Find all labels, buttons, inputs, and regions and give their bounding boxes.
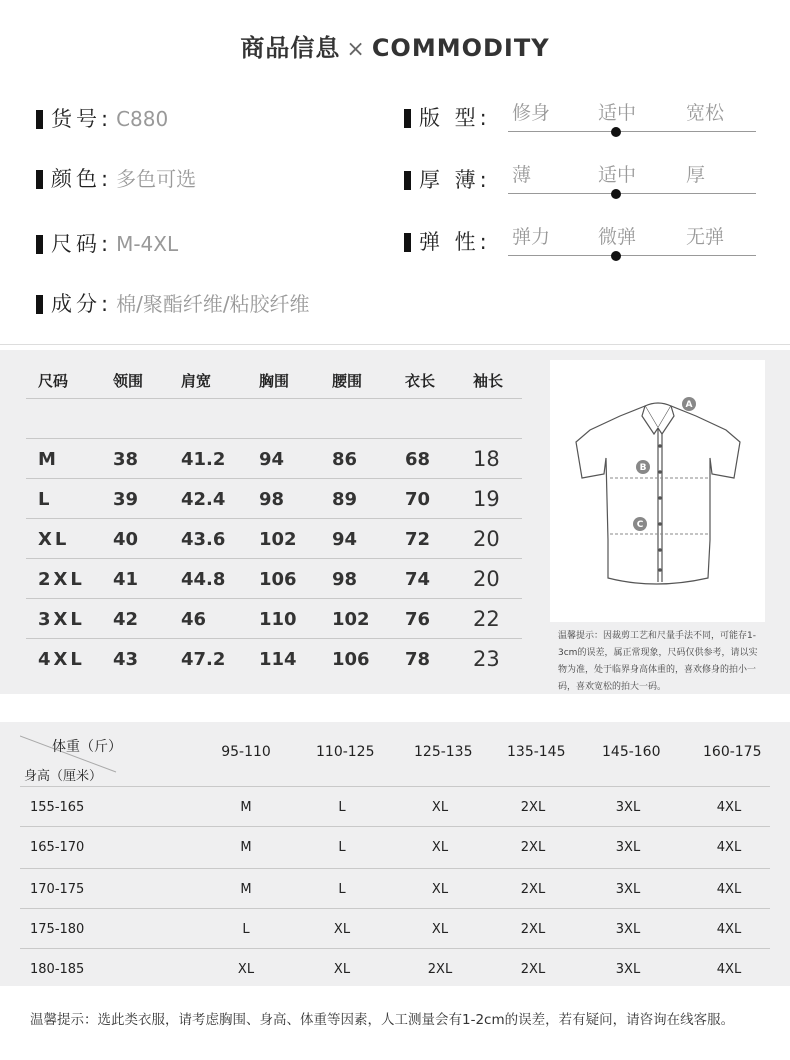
scale-row-2 [404,226,491,256]
weight-col-header: 160-175 [703,744,762,760]
fit-size-cell: M [240,800,252,815]
fit-size-cell: 3XL [615,922,641,937]
fit-size-cell: M [240,882,252,897]
info-sku-label: 货号: [51,107,113,131]
fit-size-cell: 2XL [520,800,546,815]
size-cell: 94 [259,449,285,470]
size-cell: 39 [113,489,139,510]
info-color-label: 颜色: [51,167,113,191]
size-col-header: 胸围 [259,372,290,390]
size-cell: 89 [332,489,358,510]
size-cell: 102 [332,609,370,630]
size-col-header: 袖长 [473,372,504,390]
fit-size-cell: L [338,800,346,815]
size-cell: 86 [332,449,358,470]
row-divider [26,398,522,399]
size-cell: 110 [259,609,297,630]
fit-size-cell: 3XL [615,882,641,897]
bullet-bar [36,235,43,254]
size-cell: 72 [405,529,431,550]
title-en: COMMODITY [371,34,550,62]
weight-col-header: 135-145 [507,744,566,760]
size-cell: 74 [405,569,431,590]
shirt-icon [550,360,765,622]
row-divider [26,638,522,639]
size-cell: XL [38,529,70,550]
scale-line [508,255,756,256]
section-divider [0,344,790,345]
info-size [36,228,178,258]
scale-line [508,131,756,132]
row-divider [20,908,770,909]
size-cell: 68 [405,449,431,470]
size-cell: 3XL [38,609,85,630]
size-cell: 70 [405,489,431,510]
size-cell: 20 [473,527,500,551]
fit-size-cell: M [240,840,252,855]
row-divider [20,948,770,949]
size-cell: 40 [113,529,139,550]
weight-col-header: 125-135 [414,744,473,760]
fit-size-cell: XL [431,882,449,897]
size-cell: 78 [405,649,431,670]
fit-size-cell: XL [237,962,255,977]
footer-note: 温馨提示：选此类衣服，请考虑胸围、身高、体重等因素，人工测量会有1-2cm的误差，若有疑问，请咨询在线客服。 [30,1012,735,1028]
scale-row-0 [404,102,491,132]
corner-height-label: 身高（厘米） [24,769,103,784]
size-cell: 41.2 [181,449,226,470]
size-cell: 43.6 [181,529,226,550]
size-cell: 38 [113,449,139,470]
scale-option: 无弹 [686,226,725,248]
size-cell: 114 [259,649,297,670]
size-cell: 47.2 [181,649,226,670]
fit-size-cell: L [338,840,346,855]
height-row-label: 175-180 [30,922,85,937]
size-cell: 98 [332,569,358,590]
marker-c: C [636,520,644,530]
size-cell: L [38,489,50,510]
size-note: 温馨提示：因裁剪工艺和尺量手法不同，可能存1-3cm的误差，属正常现象，尺码仅供参考，请以实物为准，处于临界身高体重的，喜欢修身的拍小一码，喜欢宽松的拍大一码。 [558,631,758,692]
marker-b: B [639,463,647,473]
info-color-value: 多色可选 [116,167,197,191]
size-cell: 44.8 [181,569,226,590]
fit-size-cell: 3XL [615,962,641,977]
row-divider [20,868,770,869]
scale-indicator-dot [611,189,621,199]
scale-option: 适中 [598,102,637,124]
weight-col-header: 110-125 [316,744,375,760]
size-cell: 42 [113,609,139,630]
fit-size-cell: XL [431,922,449,937]
scale-option: 适中 [598,164,637,186]
fit-size-cell: 4XL [716,962,742,977]
fit-size-cell: 2XL [520,962,546,977]
row-divider [20,786,770,787]
fit-size-cell: XL [431,800,449,815]
page-title [0,28,790,63]
row-divider [26,478,522,479]
weight-col-header: 145-160 [602,744,661,760]
row-divider [20,826,770,827]
row-divider [26,518,522,519]
fit-size-cell: 4XL [716,840,742,855]
scale-option: 微弹 [598,226,637,248]
bullet-bar [404,233,411,252]
size-chart-section [0,350,790,694]
size-cell: 94 [332,529,358,550]
size-cell: 106 [332,649,370,670]
row-divider [26,438,522,439]
bullet-bar [36,295,43,314]
scale-option: 薄 [512,164,532,186]
size-cell: 43 [113,649,139,670]
size-cell: 22 [473,607,500,631]
fit-size-cell: XL [333,962,351,977]
size-cell: 19 [473,487,500,511]
fit-size-cell: 3XL [615,840,641,855]
scale-line [508,193,756,194]
info-color [36,163,196,193]
fit-size-cell: 2XL [427,962,453,977]
corner-weight-label: 体重（斤） [52,739,122,755]
height-row-label: 155-165 [30,800,85,815]
info-size-label: 尺码: [51,232,113,256]
size-col-header: 肩宽 [181,372,212,390]
bullet-bar [404,171,411,190]
scale-label: 版 型: [419,106,491,130]
height-row-label: 165-170 [30,840,85,855]
scale-indicator-dot [611,127,621,137]
info-material [36,288,310,318]
title-separator: × [346,37,366,62]
info-sku [36,103,168,133]
size-cell: 98 [259,489,285,510]
bullet-bar [36,110,43,129]
fit-size-cell: 4XL [716,882,742,897]
fit-size-cell: XL [431,840,449,855]
size-cell: 20 [473,567,500,591]
info-material-value: 棉/聚酯纤维/粘胶纤维 [116,292,310,316]
title-cn: 商品信息 [240,34,341,62]
shirt-diagram [550,360,765,622]
size-cell: 18 [473,447,500,471]
size-cell: 2XL [38,569,85,590]
scale-label: 弹 性: [419,230,491,254]
fit-size-cell: 2XL [520,882,546,897]
fit-size-cell: 2XL [520,922,546,937]
height-row-label: 170-175 [30,882,85,897]
row-divider [26,598,522,599]
size-cell: 76 [405,609,431,630]
fit-size-cell: L [338,882,346,897]
size-cell: 4XL [38,649,85,670]
scale-option: 修身 [512,102,551,124]
size-cell: 42.4 [181,489,226,510]
size-col-header: 尺码 [38,372,69,390]
fit-size-cell: 4XL [716,800,742,815]
weight-col-header: 95-110 [221,744,271,760]
size-cell: 102 [259,529,297,550]
height-row-label: 180-185 [30,962,85,977]
fit-size-cell: L [242,922,250,937]
bullet-bar [404,109,411,128]
marker-a: A [685,400,693,410]
fit-table-section [0,722,790,986]
size-cell: 46 [181,609,207,630]
bullet-bar [36,170,43,189]
scale-option: 宽松 [686,102,725,124]
size-cell: 106 [259,569,297,590]
scale-label: 厚 薄: [419,168,491,192]
fit-size-cell: 4XL [716,922,742,937]
scale-row-1 [404,164,491,194]
fit-size-cell: 2XL [520,840,546,855]
info-size-value: M-4XL [116,232,179,256]
fit-size-cell: 3XL [615,800,641,815]
size-col-header: 腰围 [332,372,363,390]
size-col-header: 衣长 [405,372,436,390]
size-cell: 41 [113,569,139,590]
row-divider [26,558,522,559]
size-cell: 23 [473,647,500,671]
size-col-header: 领围 [113,372,144,390]
info-material-label: 成分: [51,292,113,316]
scale-option: 厚 [686,164,706,186]
info-sku-value: C880 [116,107,169,131]
scale-option: 弹力 [512,226,551,248]
size-cell: M [38,449,56,470]
fit-size-cell: XL [333,922,351,937]
scale-indicator-dot [611,251,621,261]
